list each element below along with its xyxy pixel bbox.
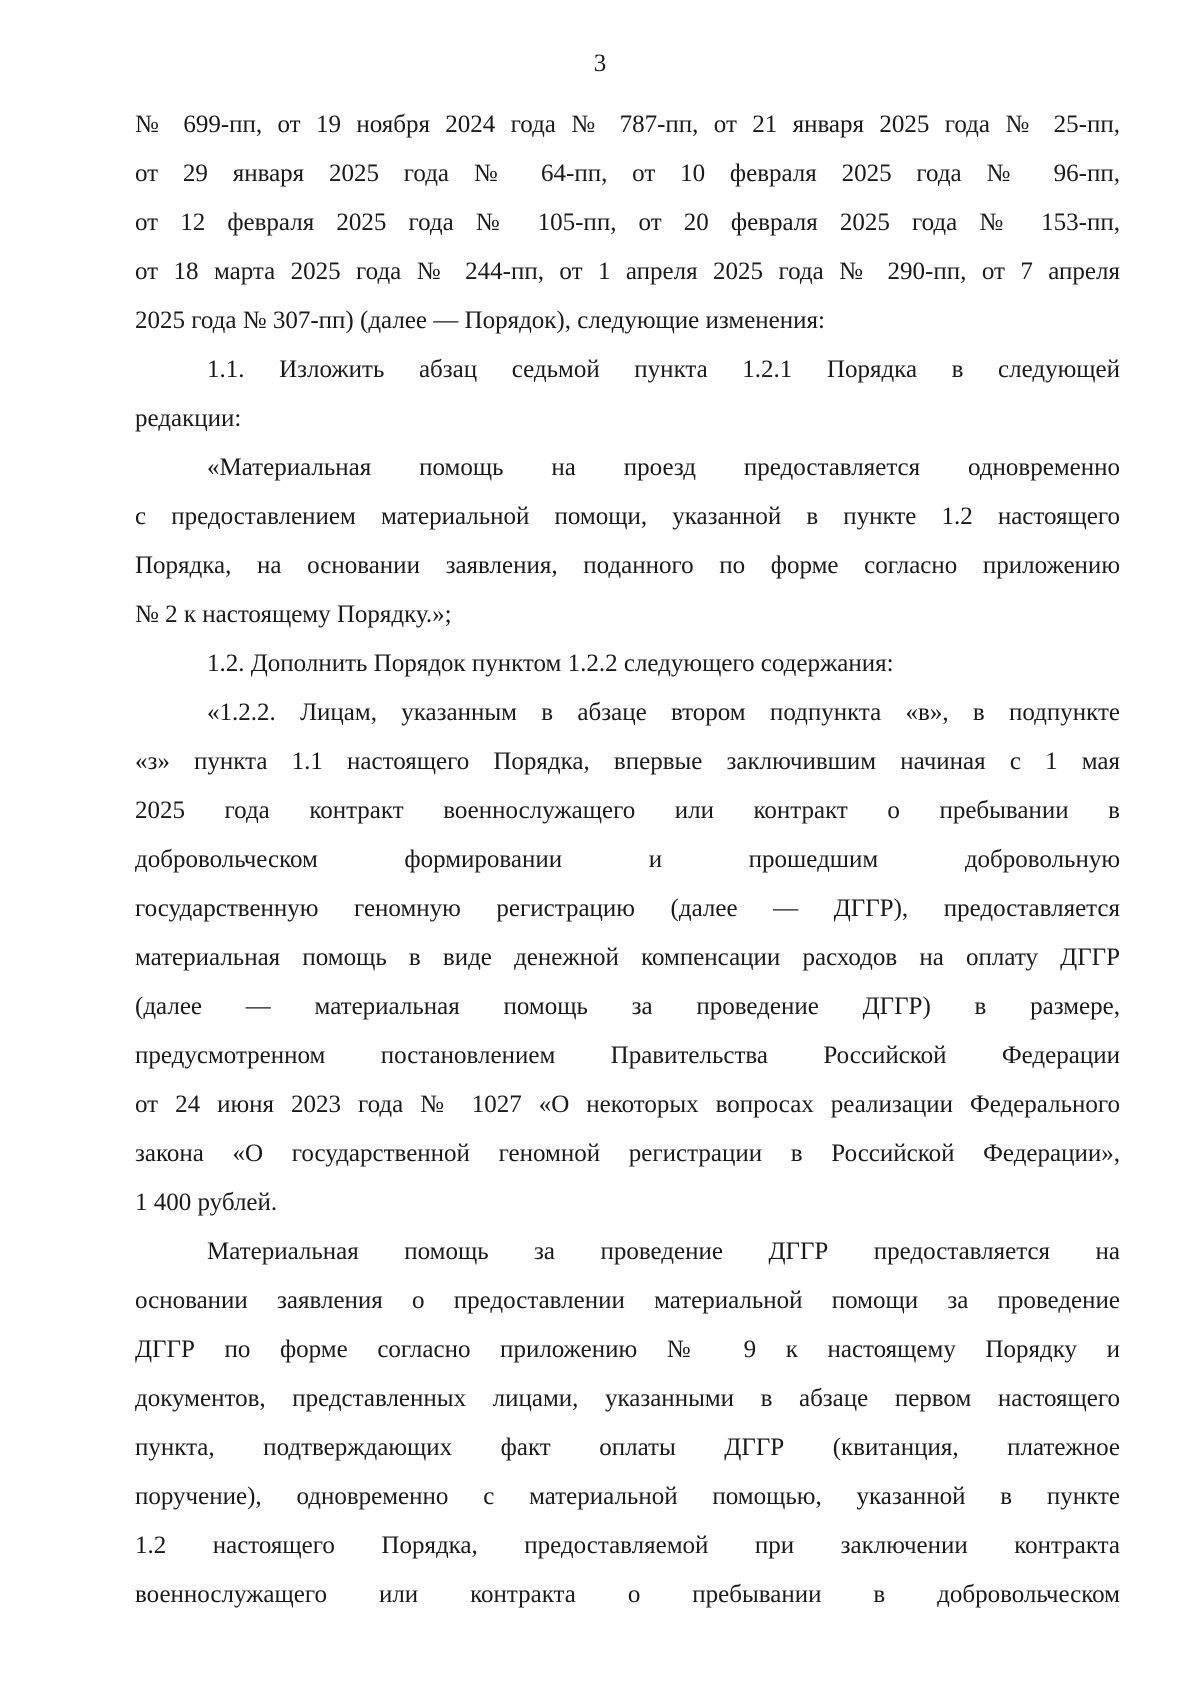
text-line: № 699-пп, от 19 ноября 2024 года № 787-пп, от 21 января 2025 года № 25-пп,: [135, 111, 1120, 138]
text-line: 1.1. Изложить абзац седьмой пункта 1.2.1 Порядка в следующей: [207, 356, 1120, 383]
text-line: 1.2. Дополнить Порядок пунктом 1.2.2 следующего содержания:: [207, 650, 894, 677]
text-line: 2025 года контракт военнослужащего или контракт о пребывании в: [135, 797, 1120, 824]
text-line: от 29 января 2025 года № 64-пп, от 10 февраля 2025 года № 96-пп,: [135, 160, 1120, 187]
text-line: редакции:: [135, 405, 242, 432]
text-line: предусмотренном постановлением Правительства Российской Федерации: [135, 1042, 1120, 1069]
text-line: с предоставлением материальной помощи, указанной в пункте 1.2 настоящего: [135, 503, 1120, 530]
text-line: «Материальная помощь на проезд предоставляется одновременно: [207, 454, 1120, 481]
text-line: закона «О государственной геномной регистрации в Российской Федерации»,: [135, 1140, 1120, 1167]
text-line: добровольческом формировании и прошедшим добровольную: [135, 846, 1120, 873]
text-line: 2025 года № 307-пп) (далее — Порядок), следующие изменения:: [135, 307, 825, 334]
text-line: Порядка, на основании заявления, поданного по форме согласно приложению: [135, 552, 1120, 579]
page-number: 3: [593, 50, 607, 77]
text-line: «з» пункта 1.1 настоящего Порядка, впервые заключившим начиная с 1 мая: [135, 748, 1120, 775]
text-line: от 24 июня 2023 года № 1027 «О некоторых вопросах реализации Федерального: [135, 1091, 1120, 1118]
text-line: военнослужащего или контракта о пребывании в добровольческом: [135, 1581, 1120, 1608]
text-line: пункта, подтверждающих факт оплаты ДГГР (квитанция, платежное: [135, 1434, 1120, 1461]
text-line: ДГГР по форме согласно приложению № 9 к настоящему Порядку и: [135, 1336, 1120, 1363]
text-line: поручение), одновременно с материальной помощью, указанной в пункте: [135, 1483, 1120, 1510]
document-body: [135, 100, 1120, 1619]
text-line: 1.2 настоящего Порядка, предоставляемой при заключении контракта: [135, 1532, 1120, 1559]
text-line: документов, представленных лицами, указанными в абзаце первом настоящего: [135, 1385, 1120, 1412]
text-line: (далее — материальная помощь за проведение ДГГР) в размере,: [135, 993, 1120, 1020]
text-line: Материальная помощь за проведение ДГГР предоставляется на: [207, 1238, 1120, 1265]
text-line: 1 400 рублей.: [135, 1189, 278, 1216]
text-line: государственную геномную регистрацию (далее — ДГГР), предоставляется: [135, 895, 1120, 922]
text-line: от 12 февраля 2025 года № 105-пп, от 20 февраля 2025 года № 153-пп,: [135, 209, 1120, 236]
text-line: материальная помощь в виде денежной компенсации расходов на оплату ДГГР: [135, 944, 1120, 971]
text-line: от 18 марта 2025 года № 244-пп, от 1 апреля 2025 года № 290-пп, от 7 апреля: [135, 258, 1120, 285]
text-line: № 2 к настоящему Порядку.»;: [135, 601, 452, 628]
text-line: основании заявления о предоставлении материальной помощи за проведение: [135, 1287, 1120, 1314]
text-line: «1.2.2. Лицам, указанным в абзаце втором подпункта «в», в подпункте: [207, 699, 1120, 726]
